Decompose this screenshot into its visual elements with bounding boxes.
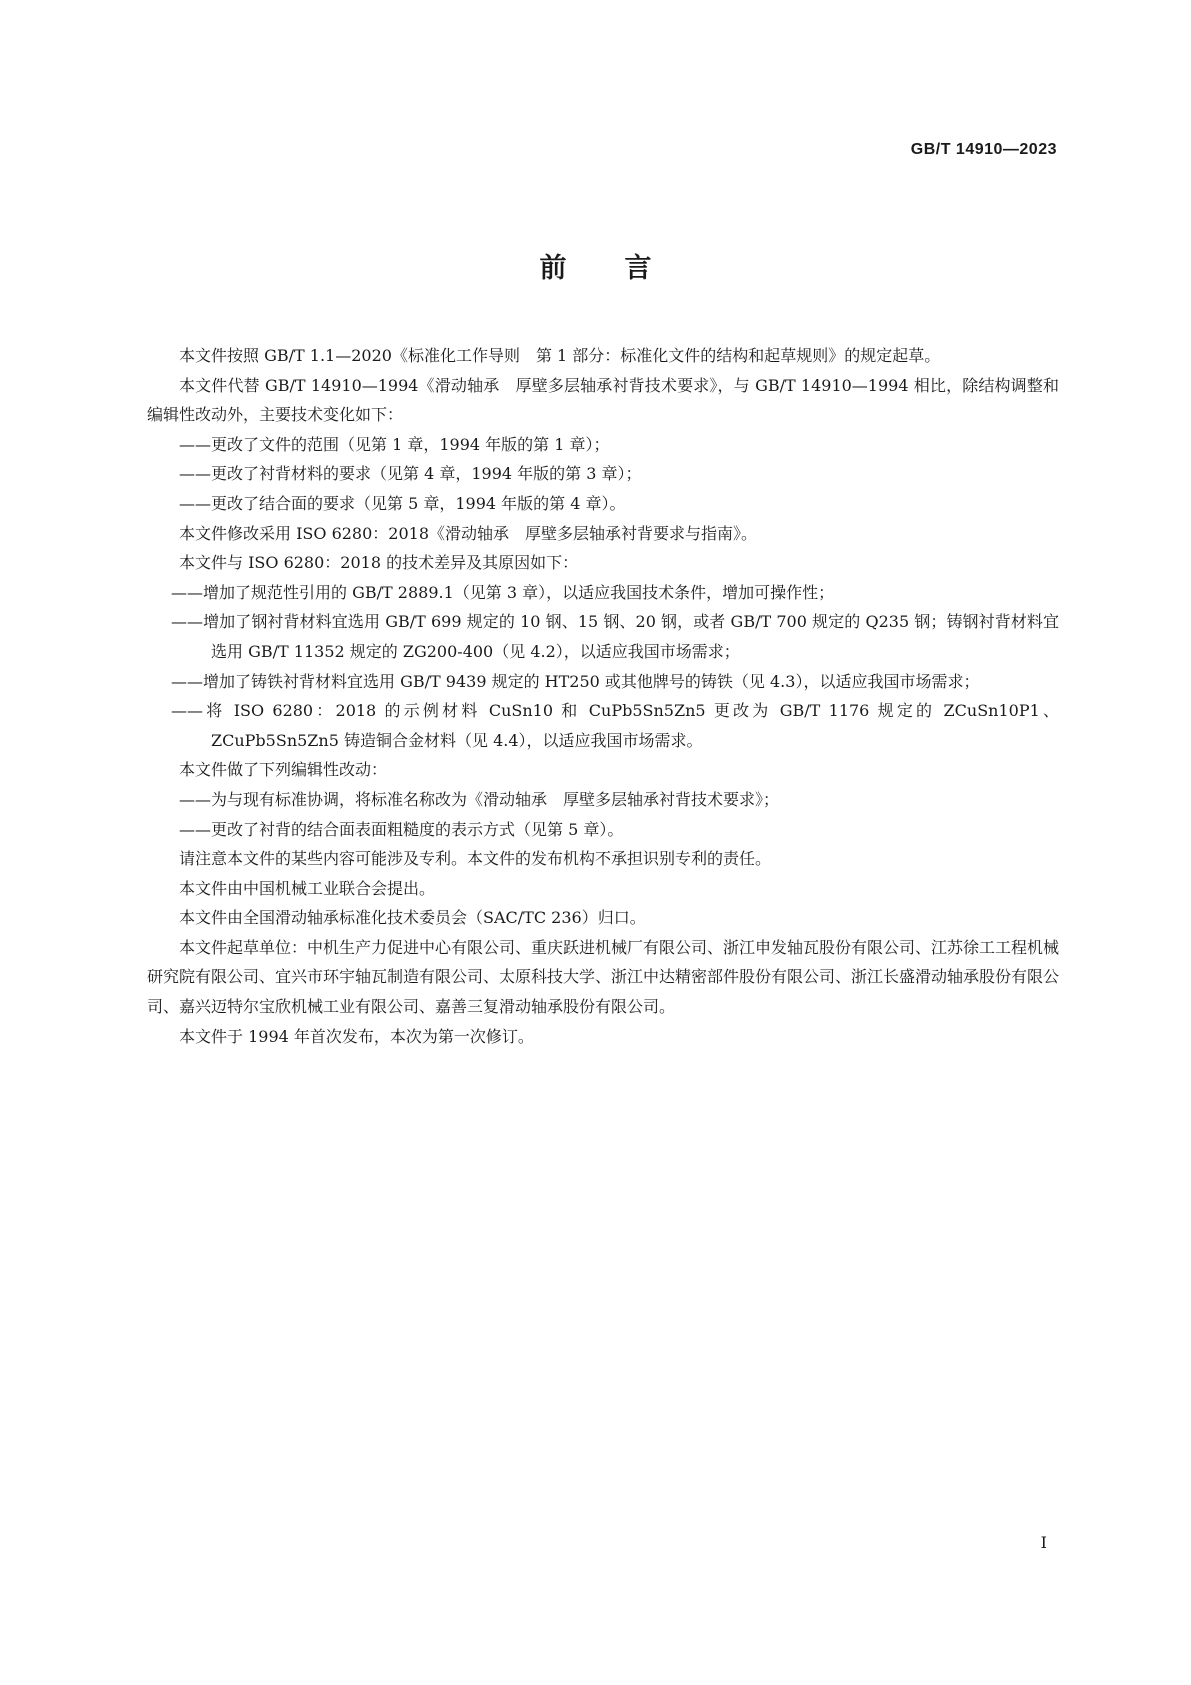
list-item: ——增加了钢衬背材料宜选用 GB/T 699 规定的 10 钢、15 钢、20 钢，或者 GB/T 700 规定的 Q235 钢；铸钢衬背材料宜选用 GB/T 11352 规定的 ZG200-400（见 4.2），以适应我国市场需求；: [171, 612, 1059, 661]
page-number: I: [1040, 1533, 1047, 1552]
list-item: ——将 ISO 6280：2018 的示例材料 CuSn10 和 CuPb5Sn5Zn5 更改为 GB/T 1176 规定的 ZCuSn10P1、ZCuPb5Sn5Zn5 铸造铜合金材料（见 4.4），以适应我国市场需求。: [171, 701, 1059, 750]
list-item: ——更改了结合面的要求（见第 5 章，1994 年版的第 4 章）。: [179, 493, 626, 513]
list-item: ——更改了衬背的结合面表面粗糙度的表示方式（见第 5 章）。: [179, 819, 624, 839]
paragraph-patent-notice: 请注意本文件的某些内容可能涉及专利。本文件的发布机构不承担识别专利的责任。: [179, 849, 772, 869]
paragraph-under-jurisdiction: 本文件由全国滑动轴承标准化技术委员会（SAC/TC 236）归口。: [179, 908, 646, 928]
page-title: 前言: [539, 253, 710, 284]
list-item: ——更改了文件的范围（见第 1 章，1994 年版的第 1 章）；: [179, 434, 610, 454]
paragraph-drafting-units: 本文件起草单位：中机生产力促进中心有限公司、重庆跃进机械厂有限公司、浙江申发轴瓦股份有限公司、江苏徐工工程机械研究院有限公司、宜兴市环宇轴瓦制造有限公司、太原科技大学、浙江中达精密部件股份有限公司、浙江长盛滑动轴承股份有限公司、嘉兴迈特尔宝欣机械工业有限公司、嘉善三复滑动轴承股份有限公司。: [147, 937, 1060, 1017]
list-item: ——增加了铸铁衬背材料宜选用 GB/T 9439 规定的 HT250 或其他牌号的铸铁（见 4.3），以适应我国市场需求；: [171, 671, 980, 691]
list-item: ——更改了衬背材料的要求（见第 4 章，1994 年版的第 3 章）；: [179, 464, 642, 484]
list-item: ——为与现有标准协调，将标准名称改为《滑动轴承 厚壁多层轴承衬背技术要求》；: [179, 789, 780, 809]
foreword-body: [147, 341, 1059, 1051]
document-code: GB/T 14910—2023: [910, 141, 1057, 158]
paragraph-adoption: 本文件修改采用 ISO 6280：2018《滑动轴承 厚壁多层轴承衬背要求与指南》。: [179, 523, 758, 543]
list-item: ——增加了规范性引用的 GB/T 2889.1（见第 3 章），以适应我国技术条件，增加可操作性；: [171, 582, 835, 602]
paragraph-publication-history: 本文件于 1994 年首次发布，本次为第一次修订。: [179, 1026, 534, 1046]
paragraph-editorial-changes: 本文件做了下列编辑性改动：: [179, 760, 388, 780]
paragraph-drafting-rules: 本文件按照 GB/T 1.1—2020《标准化工作导则 第 1 部分：标准化文件的结构和起草规则》的规定起草。: [179, 346, 941, 365]
paragraph-proposed-by: 本文件由中国机械工业联合会提出。: [179, 878, 436, 898]
paragraph-technical-differences: 本文件与 ISO 6280：2018 的技术差异及其原因如下：: [179, 553, 579, 573]
paragraph-replaces: 本文件代替 GB/T 14910—1994《滑动轴承 厚壁多层轴承衬背技术要求》，与 GB/T 14910—1994 相比，除结构调整和编辑性改动外，主要技术变化如下：: [147, 375, 1059, 425]
